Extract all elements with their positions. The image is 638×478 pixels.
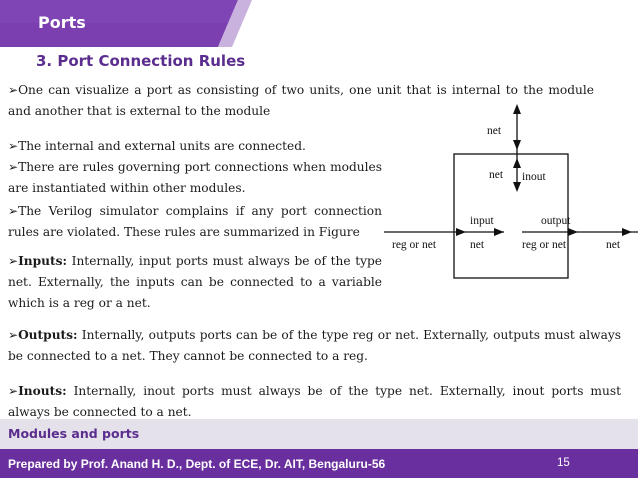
bullet-visualize: ➢One can visualize a port as consisting of two units, one unit that is internal to the module and another that is external to the module <box>8 83 594 118</box>
bullet-arrow-icon: ➢ <box>8 254 19 268</box>
label-output-reg-or-net: reg or net <box>522 239 567 251</box>
bullet-simulator: ➢The Verilog simulator complains if any port connection rules are violated. These rules are summarized in Figure <box>8 204 382 239</box>
label-inout: inout <box>522 171 546 183</box>
bullet-arrow-icon: ➢ <box>8 384 19 398</box>
arrow-right-icon <box>568 228 578 236</box>
arrow-down-icon <box>513 182 521 192</box>
bullet-outputs: ➢Outputs: Internally, outputs ports can be of the type reg or net. Externally, outputs must always be connected to a net. They cannot be connected to a reg. <box>8 328 621 363</box>
title-bar <box>0 0 638 47</box>
arrow-down-icon <box>513 140 521 150</box>
bullet-connected: ➢The internal and external units are connected. <box>8 139 306 153</box>
bullet-arrow-icon: ➢ <box>8 83 19 97</box>
label-ext-reg-or-net: reg or net <box>392 239 437 251</box>
slide-title: Ports <box>38 13 86 32</box>
page-number: 15 <box>557 457 570 469</box>
label-net-inner: net <box>489 169 504 181</box>
section-heading: 3. Port Connection Rules <box>36 52 246 70</box>
arrow-right-icon <box>494 228 504 236</box>
footer-topic: Modules and ports <box>8 426 140 441</box>
author-credit: Prepared by Prof. Anand H. D., Dept. of ECE, Dr. AIT, Bengaluru-56 <box>8 457 386 471</box>
label-input-net: net <box>470 239 485 251</box>
bullet-rules: ➢There are rules governing port connections when modules are instantiated within other modules. <box>8 160 382 195</box>
bullet-inouts: ➢Inouts: Internally, inout ports must always be of the type net. Externally, inout ports must always be connected to a net. <box>8 384 621 419</box>
label-net-top: net <box>487 125 502 137</box>
arrow-right-icon <box>456 228 466 236</box>
arrow-right-icon <box>622 228 632 236</box>
bullet-arrow-icon: ➢ <box>8 328 19 342</box>
port-connection-diagram <box>384 100 638 290</box>
label-input: input <box>470 215 494 227</box>
bullet-arrow-icon: ➢ <box>8 160 19 174</box>
arrow-up-icon <box>513 158 521 168</box>
bullet-inputs: ➢Inputs: Internally, input ports must always be of the type net. Externally, the inputs can be connected to a variable which is a reg or a net. <box>8 254 382 310</box>
label-ext-net: net <box>606 239 621 251</box>
label-output: output <box>541 215 571 227</box>
arrow-up-icon <box>513 104 521 114</box>
bullet-arrow-icon: ➢ <box>8 204 19 218</box>
bullet-arrow-icon: ➢ <box>8 139 19 153</box>
